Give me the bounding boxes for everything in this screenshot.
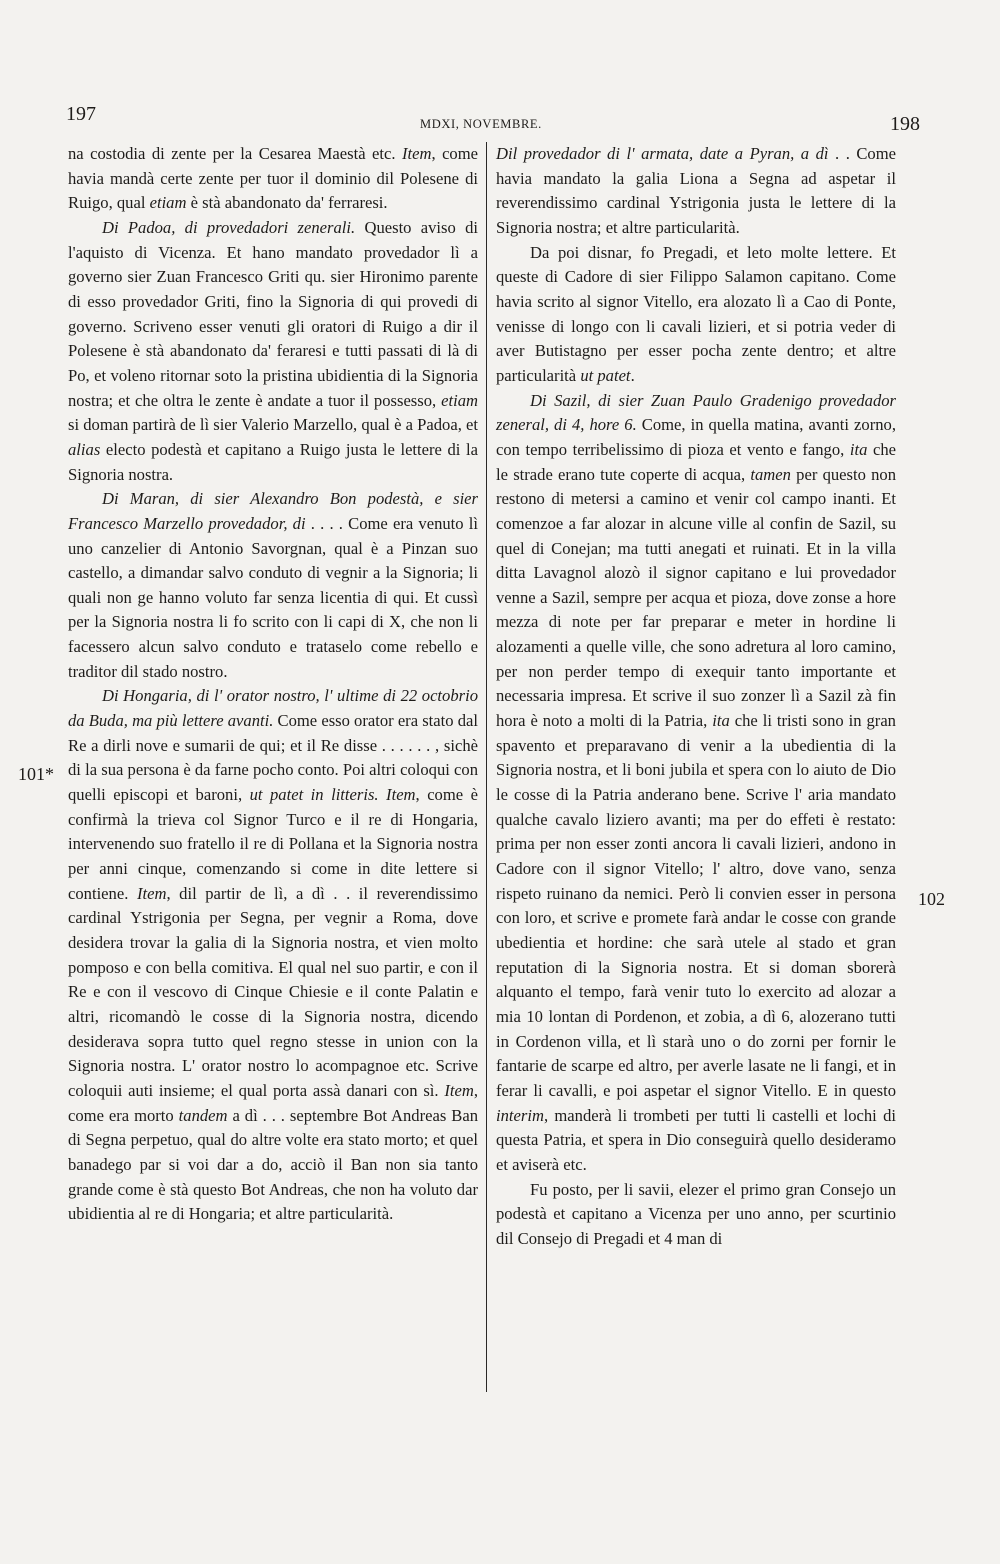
paragraph: na costodia di zente per la Cesarea Maestà etc. Item, come havia mandà certe zente per tuor il dominio dil Polesene di Ruigo, qual etiam è stà abandonato da' ferraresi. (68, 144, 478, 213)
right-text-column (496, 142, 896, 1252)
left-text-column (68, 142, 478, 1227)
running-title: MDXI, NOVEMBRE. (420, 117, 542, 131)
paragraph: Fu posto, per li savii, elezer el primo gran Consejo un podestà et capitano a Vicenza per uno anno, per scurtinio dil Consejo di Pregadi et 4 man di (496, 1179, 896, 1248)
paragraph: Di Maran, di sier Alexandro Bon podestà, e sier Francesco Marzello provedador, di . . . . Come era venuto lì uno canzelier di Antonio Savorgnan, qual è a Pinzan suo castello, a dimandar salvo conduto di vegnir a la Signoria; li quali non ge hanno voluto far senza licentia di qui. Et cussì per la Signoria nostra li fo scrito con li capi di X, che non li facessero alcun salvo conduto e trataselo come rebello e traditor dil stado nostro. (68, 489, 478, 681)
margin-number-left: 101* (18, 764, 54, 784)
paragraph: Dil provedador di l' armata, date a Pyran, a dì . . Come havia mandato la galia Liona a Segna ad aspetar il reverendissimo cardinal Ystrigonia justa le lettere di la Signoria nostra; et altre particularità. (496, 144, 896, 237)
column-divider (486, 142, 487, 1392)
page-number-left: 197 (66, 103, 96, 125)
paragraph: Di Padoa, di provedadori zenerali. Questo aviso di l'aquisto di Vicenza. Et hano mandato provedador lì a governo sier Zuan Francesco Griti qu. sier Hironimo parente di esso provedador Griti, fino la Signoria di qui provedi di governo. Scriveno esser venuti gli oratori di Ruigo a dir il Polesene è stà abandonato da' feraresi e tutti passati di là di Po, et voleno ritornar soto la pristina ubidientia di la Signoria nostra; et che oltra le zente è andate a tuor il possesso, etiam si doman partirà de lì sier Valerio Marzello, qual è a Padoa, et alias electo podestà et capitano a Ruigo justa le lettere di la Signoria nostra. (68, 217, 478, 484)
paragraph: Da poi disnar, fo Pregadi, et leto molte lettere. Et queste di Cadore di sier Filippo Salamon capitano. Come havia scrito al signor Vitello, era alozato lì a Cao di Ponte, venisse di longo con li cavali lizieri, et si potria veder di aver Butistagno per esser pocha zente dentro; et altre particularità ut patet. (496, 242, 896, 385)
paragraph: Di Hongaria, di l' orator nostro, l' ultime di 22 octobrio da Buda, ma più lettere avanti. Come esso orator era stato dal Re a dirli nove e sumarii de qui; et il Re disse . . . . . . , sichè di la sua persona è da farne pocho conto. Poi altri coloqui con quelli episcopi et baroni, ut patet in litteris. Item, come è confirmà la trieva col Signor Turco e il re di Hongaria, intervenendo suo fratello il re di Pollana et la Signoria nostra per anni cinque, comenzando si come in dite lettere si contiene. Item, dil partir de lì, a dì . . il reverendissimo cardinal Ystrigonia per Segna, per vegnir a Roma, dove desidera trovar la galia di la Signoria nostra, et vien molto pomposo e con bella comitiva. El qual nel suo partir, e con il Re e con il vescovo di Cinque Chiesie e il conte Palatin e altri, ricomandò le cosse di la Signoria nostra, dicendo desiderava sopra tutto quel regno stesse in union con la Signoria nostra. L' orator nostro lo acompagnoe etc. Scrive coloquii auti insieme; el qual porta assà danari con sì. Item, come era morto tandem a dì . . . septembre Bot Andreas Ban di Segna perpetuo, qual do altre volte era stato morto; et quel banadego par si voi dar a do, acciò il Ban non sia tanto grande come è stà questo Bot Andreas, che non ha voluto dar ubidientia al re di Hongaria; et altre particularità. (68, 686, 478, 1224)
page-number-right: 198 (890, 113, 920, 135)
paragraph: Di Sazil, di sier Zuan Paulo Gradenigo provedador zeneral, di 4, hore 6. Come, in quella matina, avanti zorno, con tempo terribelissimo di pioza et vento e fango, ita che le strade erano tute coperte di acqua, tamen per questo non restono di metersi a camino et venir col campo inanti. Et comenzoe a far alozar in alcune ville al confin de Sazil, su quel di Conejan; ma tutti anegati et ruinati. Et in la villa ditta Lavagnol alozò il signor capitano e lui provedador venne a Sazil, sempre per acqua et pioza, dove zonse a hore mezza di note per far preparar e meter in hordine li alozamenti a quelle ville, che sono adretura al loro camino, per non perder tempo di exequir tanto importante et necessaria impresa. Et scrive il suo zonzer lì a Sazil zà fin hora è noto a molti di la Patria, ita che li tristi sono in gran spavento et preparavano di venir a la ubedientia di la Signoria nostra, et li boni jubila et spera con lo aiuto de Dio le cosse di la Patria anderano bene. Scrive l' aria mandato qualche cavalo liziero avanti; ma per do effeti è restato: prima per non esser zonti ancora li cavali lizieri, andono in Cadore con il signor Vitello; l' altro, dove vano, senza rispeto ruinano da nemici. Però li convien esser in persona con loro, et scrive e promete farà andar le cosse con grande ubedientia et hordine: che sarà utele al stado et gran reputation di la Signoria nostra. Et si doman sborerà alquanto el tempo, farà venir tuto lo exercito ad alozar a mia 10 lontan di Pordenon, et zobia, a dì 6, alozerano tutti in Cordenon villa, et lì starà uno o do zorni per fornir le fantarie de scarpe ed altro, per averle lasate ne li fangi, et in ferar li cavalli, e poi aspetar el signor Vitello. E in questo interim, manderà li trombeti per tutti li castelli et lochi di questa Patria, et spera in Dio conseguirà quello desideramo et aviserà etc. (496, 390, 896, 1174)
margin-number-right: 102 (918, 889, 945, 909)
